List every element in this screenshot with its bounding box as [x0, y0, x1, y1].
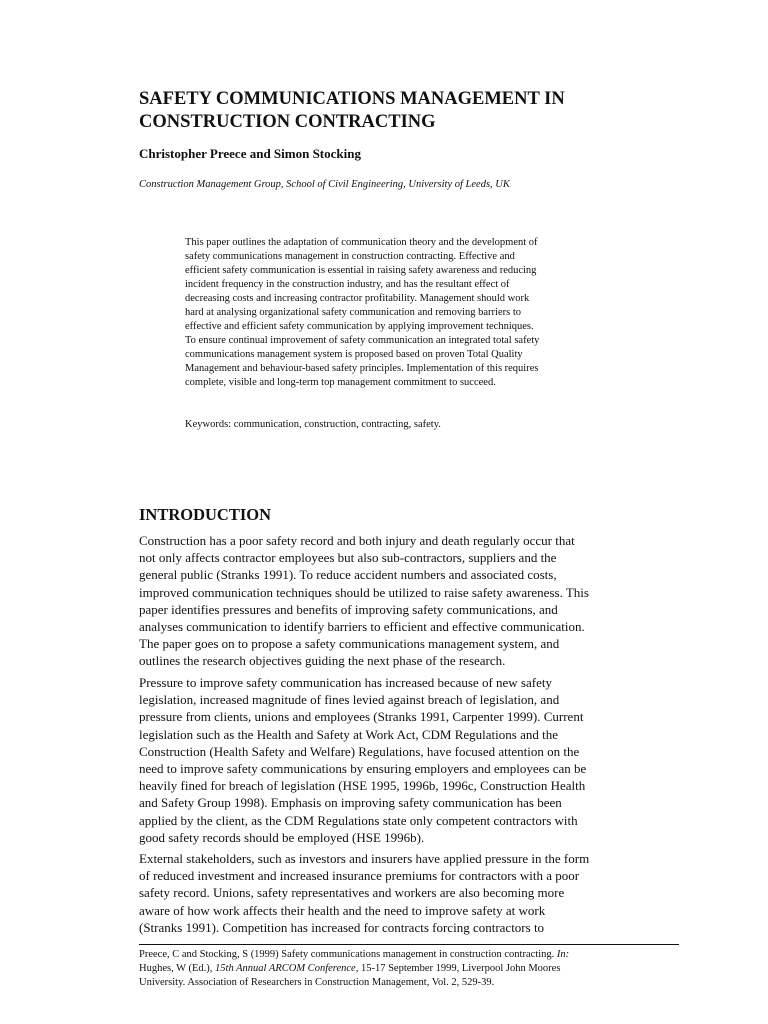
section-heading-introduction: INTRODUCTION [139, 505, 272, 524]
citation-venue: , 15-17 September 1999, Liverpool John Moores [355, 963, 561, 974]
introduction-paragraph-2: Pressure to improve safety communication has increased because of new safety legislation, increased magnitude of fines levied against breach of legislation, and pressure from clients, unions and employees (Stranks 1991, Carpenter 1999). Current legislation such as the Health and Safety at Work Act, CDM Regulations and the Construction (Health Safety and Welfare) Regulations, have focused attention on the need to improve safety communications by ensuring employers and employees can be heavily fined for breach of legislation (HSE 1995, 1996b, 1996c, Construction Health and Safety Group 1998). Emphasis on improving safety communication has been applied by the client, as the CDM Regulations state only competent contractors with good safety records should be employed (HSE 1996b). [139, 675, 587, 845]
paper-authors: Christopher Preece and Simon Stocking [139, 146, 361, 161]
introduction-paragraph-1: Construction has a poor safety record and both injury and death regularly occur that not only affects contractor employees but also sub-contractors, suppliers and the general public (Stranks 1991). To reduce accident numbers and associated costs, improved communication techniques should be utilized to raise safety awareness. This paper identifies pressures and benefits of improving safety communications, and analyses communication to identify barriers to efficient and effective communication. The paper goes on to propose a safety communications management system, and outlines the research objectives guiding the next phase of the research. [139, 533, 589, 669]
citation-footer [139, 948, 689, 990]
citation-in-label: In: [556, 949, 570, 960]
footer-divider [139, 944, 679, 945]
author-affiliation: Construction Management Group, School of Civil Engineering, University of Leeds, UK [139, 179, 510, 190]
citation-line-2 [139, 962, 689, 976]
abstract: This paper outlines the adaptation of communication theory and the development of safety communications management in construction contracting. Effective and efficient safety communication is essential in raising safety awareness and reducing incident frequency in the construction industry, and has the resultant effect of decreasing costs and increasing contractor profitability. Management should work hard at analysing organizational safety communication and removing barriers to effective and efficient safety communication by applying improvement techniques. To ensure continual improvement of safety communication an integrated total safety communications management system is proposed based on proven Total Quality Management and behaviour-based safety principles. Implementation of this requires complete, visible and long-term top management commitment to succeed. [185, 237, 540, 388]
citation-editor: Hughes, W (Ed.), [139, 963, 216, 974]
citation-text: Preece, C and Stocking, S (1999) Safety communications management in construction contracting. [139, 949, 557, 960]
citation-line-1 [139, 948, 689, 962]
paper-title: SAFETY COMMUNICATIONS MANAGEMENT IN CONSTRUCTION CONTRACTING [139, 89, 565, 132]
keywords: Keywords: communication, construction, contracting, safety. [185, 419, 441, 430]
citation-line-3: University. Association of Researchers in Construction Management, Vol. 2, 529-39. [139, 977, 495, 988]
citation-conference: 15th Annual ARCOM Conference [215, 963, 356, 974]
introduction-paragraph-3: External stakeholders, such as investors and insurers have applied pressure in the form of reduced investment and increased insurance premiums for contractors with a poor safety record. Unions, safety representatives and workers are also becoming more aware of how work affects their health and the need to improve safety at work (Stranks 1991). Competition has increased for contracts forcing contractors to [139, 851, 590, 935]
